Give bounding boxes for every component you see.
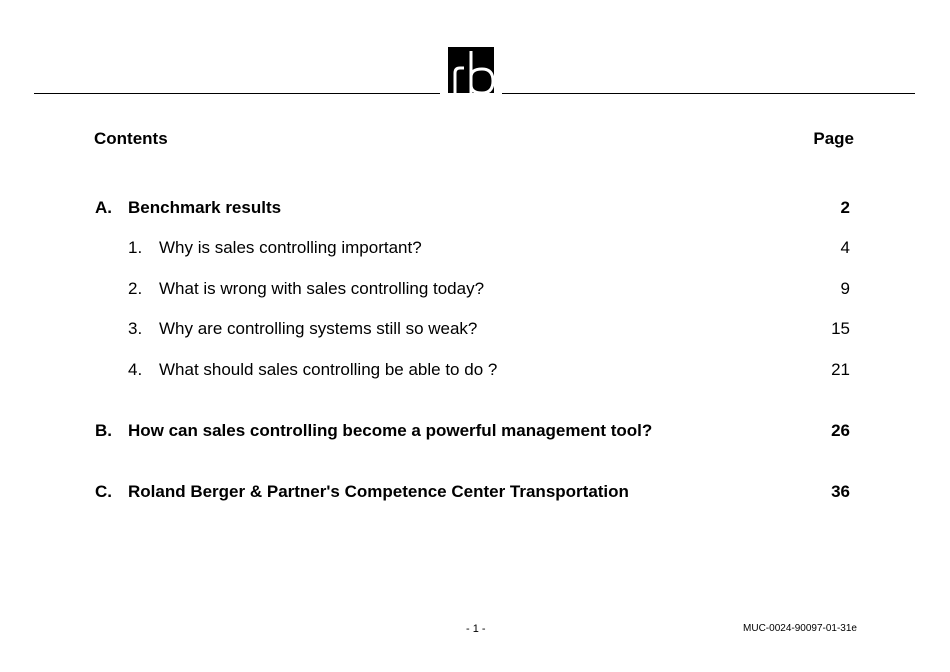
toc-section-a <box>95 197 850 219</box>
toc-item-1 <box>95 237 850 259</box>
toc-label: A. <box>95 198 112 217</box>
toc-label: 3. <box>128 319 143 338</box>
toc-section-c <box>95 481 850 503</box>
toc-page: 21 <box>831 360 850 379</box>
toc-page: 15 <box>831 319 850 338</box>
toc-page: 2 <box>840 198 850 217</box>
toc-title: Roland Berger & Partner's Competence Center Transportation <box>128 482 629 501</box>
toc-label: C. <box>95 482 112 501</box>
toc-label: 4. <box>128 360 143 379</box>
toc-title: Benchmark results <box>128 198 282 217</box>
toc-page: 9 <box>840 279 850 298</box>
toc-item-3 <box>95 318 850 340</box>
toc-title: Why is sales controlling important? <box>159 238 422 257</box>
toc-section-b <box>95 420 850 442</box>
page-column-heading: Page <box>813 129 854 148</box>
toc-label: B. <box>95 421 112 440</box>
toc-title: How can sales controlling become a powerful management tool? <box>128 421 653 440</box>
header-rule-left <box>34 93 440 94</box>
toc-label: 1. <box>128 238 143 257</box>
toc-title: Why are controlling systems still so weak? <box>159 319 478 338</box>
contents-heading: Contents <box>94 129 168 148</box>
footer-document-code: MUC-0024-90097-01-31e <box>743 623 857 634</box>
footer-page-number: - 1 - <box>466 623 486 635</box>
header-rule-right <box>502 93 915 94</box>
toc-title: What should sales controlling be able to do ? <box>159 360 498 379</box>
toc-page: 4 <box>840 238 850 257</box>
toc-label: 2. <box>128 279 143 298</box>
toc-page: 26 <box>831 421 850 440</box>
toc-page: 36 <box>831 482 850 501</box>
rb-logo <box>448 47 494 93</box>
toc-item-2 <box>95 278 850 300</box>
toc-title: What is wrong with sales controlling today? <box>159 279 485 298</box>
toc-item-4 <box>95 359 850 381</box>
